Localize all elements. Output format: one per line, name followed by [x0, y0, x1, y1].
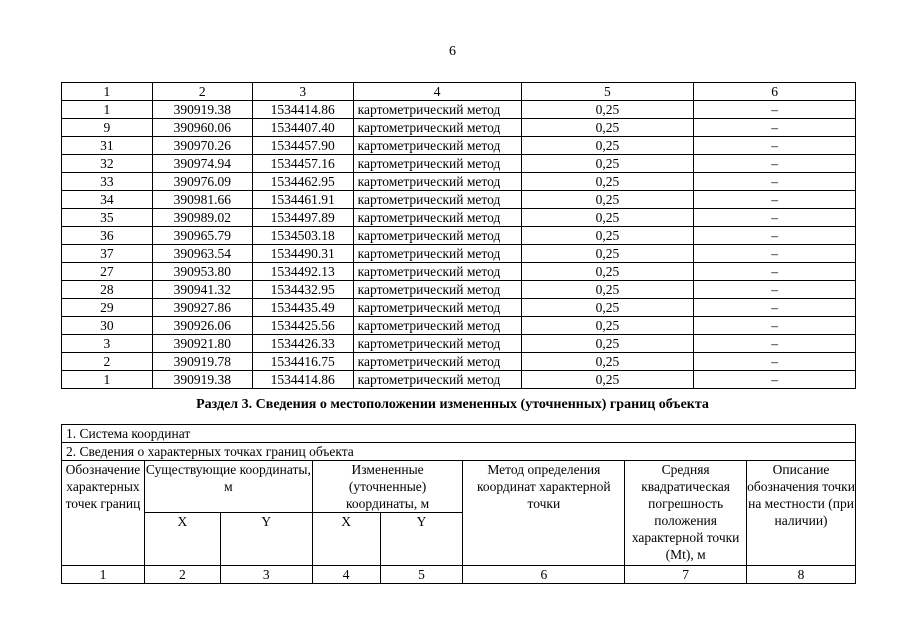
error-cell: 0,25: [521, 317, 694, 335]
x-coordinate-cell: 390919.38: [152, 371, 252, 389]
table-row: [62, 137, 856, 155]
error-cell: 0,25: [521, 155, 694, 173]
point-number-cell: 28: [62, 281, 153, 299]
table-row: [62, 155, 856, 173]
description-cell: –: [694, 209, 856, 227]
table-row: [62, 227, 856, 245]
x-coordinate-cell: 390919.38: [152, 101, 252, 119]
description-cell: –: [694, 299, 856, 317]
error-cell: 0,25: [521, 137, 694, 155]
error-cell: 0,25: [521, 299, 694, 317]
error-cell: 0,25: [521, 119, 694, 137]
table-row: [62, 173, 856, 191]
method-cell: картометрический метод: [353, 137, 521, 155]
designation-header: Обозначение характерных точек границ: [62, 461, 145, 566]
column-number: 1: [62, 566, 145, 584]
description-cell: –: [694, 245, 856, 263]
method-cell: картометрический метод: [353, 299, 521, 317]
error-cell: 0,25: [521, 263, 694, 281]
x-coordinate-cell: 390953.80: [152, 263, 252, 281]
table-row: [62, 317, 856, 335]
y-coordinate-cell: 1534457.90: [252, 137, 353, 155]
method-cell: картометрический метод: [353, 263, 521, 281]
column-number: 3: [252, 83, 353, 101]
y-coordinate-cell: 1534414.86: [252, 371, 353, 389]
description-cell: –: [694, 317, 856, 335]
y-coordinate-cell: 1534407.40: [252, 119, 353, 137]
x-coordinate-cell: 390989.02: [152, 209, 252, 227]
method-cell: картометрический метод: [353, 101, 521, 119]
x-coordinate-cell: 390960.06: [152, 119, 252, 137]
point-number-cell: 1: [62, 371, 153, 389]
changed-x-header: X: [312, 513, 380, 566]
method-cell: картометрический метод: [353, 245, 521, 263]
x-coordinate-cell: 390941.32: [152, 281, 252, 299]
y-coordinate-cell: 1534416.75: [252, 353, 353, 371]
table-row: [62, 263, 856, 281]
point-number-cell: 33: [62, 173, 153, 191]
table-row: [62, 209, 856, 227]
boundary-points-row: 2. Сведения о характерных точках границ объекта: [62, 443, 856, 461]
error-cell: 0,25: [521, 335, 694, 353]
section-3-title: Раздел 3. Сведения о местоположении измененных (уточненных) границ объекта: [196, 397, 709, 412]
column-number: 6: [463, 566, 625, 584]
method-cell: картометрический метод: [353, 371, 521, 389]
description-cell: –: [694, 353, 856, 371]
description-cell: –: [694, 191, 856, 209]
error-cell: 0,25: [521, 353, 694, 371]
point-number-cell: 36: [62, 227, 153, 245]
x-coordinate-cell: 390926.06: [152, 317, 252, 335]
point-number-cell: 35: [62, 209, 153, 227]
point-number-cell: 2: [62, 353, 153, 371]
changed-y-header: Y: [380, 513, 463, 566]
description-cell: –: [694, 101, 856, 119]
x-coordinate-cell: 390919.78: [152, 353, 252, 371]
table-row: [62, 353, 856, 371]
method-cell: картометрический метод: [353, 317, 521, 335]
existing-coordinates-header: Существующие координаты, м: [144, 461, 312, 513]
y-coordinate-cell: 1534426.33: [252, 335, 353, 353]
y-coordinate-cell: 1534432.95: [252, 281, 353, 299]
method-cell: картометрический метод: [353, 191, 521, 209]
description-cell: –: [694, 335, 856, 353]
mean-error-header: Средняя квадратическая погрешность положения характерной точки (Mt), м: [625, 461, 747, 566]
existing-y-header: Y: [220, 513, 312, 566]
x-coordinate-cell: 390965.79: [152, 227, 252, 245]
x-coordinate-cell: 390927.86: [152, 299, 252, 317]
table-row: [62, 299, 856, 317]
point-number-cell: 27: [62, 263, 153, 281]
table-row: [62, 119, 856, 137]
point-number-cell: 37: [62, 245, 153, 263]
column-number: 4: [353, 83, 521, 101]
description-header: Описание обозначения точки на местности (при наличии): [747, 461, 856, 566]
method-cell: картометрический метод: [353, 335, 521, 353]
description-cell: –: [694, 371, 856, 389]
column-number: 3: [220, 566, 312, 584]
method-cell: картометрический метод: [353, 209, 521, 227]
y-coordinate-cell: 1534414.86: [252, 101, 353, 119]
point-number-cell: 29: [62, 299, 153, 317]
error-cell: 0,25: [521, 281, 694, 299]
table-row: [62, 101, 856, 119]
method-cell: картометрический метод: [353, 227, 521, 245]
x-coordinate-cell: 390921.80: [152, 335, 252, 353]
table-row: [62, 371, 856, 389]
point-number-cell: 9: [62, 119, 153, 137]
description-cell: –: [694, 119, 856, 137]
column-number: 5: [521, 83, 694, 101]
point-number-cell: 30: [62, 317, 153, 335]
method-header: Метод определения координат характерной точки: [463, 461, 625, 566]
column-number: 7: [625, 566, 747, 584]
column-number: 6: [694, 83, 856, 101]
y-coordinate-cell: 1534457.16: [252, 155, 353, 173]
error-cell: 0,25: [521, 173, 694, 191]
coordinate-system-row: 1. Система координат: [62, 425, 856, 443]
point-number-cell: 3: [62, 335, 153, 353]
x-coordinate-cell: 390970.26: [152, 137, 252, 155]
error-cell: 0,25: [521, 227, 694, 245]
description-cell: –: [694, 173, 856, 191]
point-number-cell: 34: [62, 191, 153, 209]
error-cell: 0,25: [521, 245, 694, 263]
column-number: 8: [747, 566, 856, 584]
section-3-table: [61, 424, 856, 584]
x-coordinate-cell: 390976.09: [152, 173, 252, 191]
point-number-cell: 31: [62, 137, 153, 155]
error-cell: 0,25: [521, 101, 694, 119]
column-number: 2: [144, 566, 220, 584]
column-number: 4: [312, 566, 380, 584]
x-coordinate-cell: 390974.94: [152, 155, 252, 173]
method-cell: картометрический метод: [353, 119, 521, 137]
error-cell: 0,25: [521, 209, 694, 227]
y-coordinate-cell: 1534425.56: [252, 317, 353, 335]
column-number: 1: [62, 83, 153, 101]
y-coordinate-cell: 1534462.95: [252, 173, 353, 191]
coordinates-table: [61, 82, 856, 389]
page-number: 6: [449, 44, 456, 59]
table-row: [62, 335, 856, 353]
method-cell: картометрический метод: [353, 281, 521, 299]
y-coordinate-cell: 1534461.91: [252, 191, 353, 209]
point-number-cell: 32: [62, 155, 153, 173]
y-coordinate-cell: 1534497.89: [252, 209, 353, 227]
table-header-row: [62, 83, 856, 101]
description-cell: –: [694, 263, 856, 281]
column-number: 2: [152, 83, 252, 101]
method-cell: картометрический метод: [353, 173, 521, 191]
description-cell: –: [694, 227, 856, 245]
column-number: 5: [380, 566, 463, 584]
point-number-cell: 1: [62, 101, 153, 119]
y-coordinate-cell: 1534490.31: [252, 245, 353, 263]
table-row: [62, 281, 856, 299]
changed-coordinates-header: Измененные (уточненные) координаты, м: [312, 461, 463, 513]
y-coordinate-cell: 1534435.49: [252, 299, 353, 317]
description-cell: –: [694, 137, 856, 155]
error-cell: 0,25: [521, 191, 694, 209]
existing-x-header: X: [144, 513, 220, 566]
method-cell: картометрический метод: [353, 155, 521, 173]
error-cell: 0,25: [521, 371, 694, 389]
method-cell: картометрический метод: [353, 353, 521, 371]
x-coordinate-cell: 390981.66: [152, 191, 252, 209]
description-cell: –: [694, 281, 856, 299]
table-row: [62, 191, 856, 209]
table-row: [62, 245, 856, 263]
y-coordinate-cell: 1534503.18: [252, 227, 353, 245]
y-coordinate-cell: 1534492.13: [252, 263, 353, 281]
x-coordinate-cell: 390963.54: [152, 245, 252, 263]
description-cell: –: [694, 155, 856, 173]
